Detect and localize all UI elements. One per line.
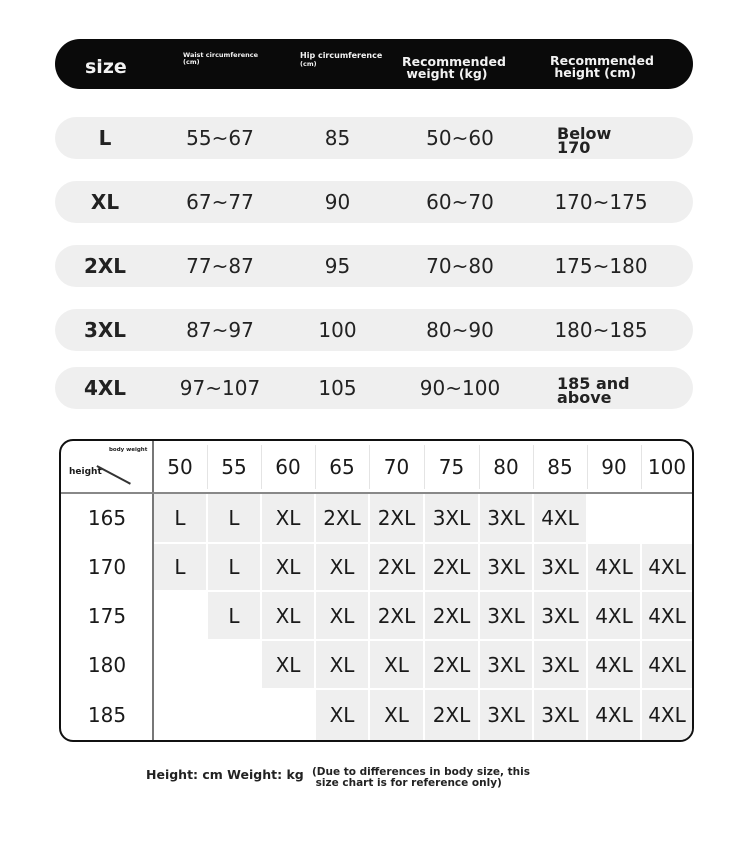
grid-horizontal-divider (61, 492, 692, 494)
header-separator (315, 445, 316, 489)
size-row-waist: 77~87 (186, 254, 254, 278)
size-cell: 3XL (479, 640, 533, 689)
header-height: Recommended height (cm) (550, 53, 654, 80)
cell-separator (206, 493, 208, 741)
header-hip: Hip circumference (cm) (300, 51, 383, 68)
size-cell: XL (369, 689, 424, 741)
size-row-hip: 85 (324, 126, 351, 150)
size-row-size: 4XL (83, 376, 127, 400)
size-row (55, 245, 693, 287)
size-cell: 3XL (533, 543, 587, 591)
size-row (55, 117, 693, 159)
header-separator (641, 445, 642, 489)
size-cell: 3XL (479, 689, 533, 741)
weight-header: 65 (329, 455, 355, 479)
size-cell: 2XL (424, 689, 479, 741)
size-row-height: 180~185 (554, 318, 648, 342)
disclaimer-line-1: (Due to differences in body size, this (312, 766, 530, 778)
height-label: 180 (87, 652, 127, 677)
size-row-height: 185 and above (557, 374, 630, 407)
size-cell: 3XL (533, 591, 587, 640)
header-separator (587, 445, 588, 489)
size-cell: XL (369, 640, 424, 689)
height-weight-grid (59, 439, 694, 742)
size-cell: 2XL (424, 543, 479, 591)
weight-header: 90 (601, 455, 627, 479)
size-cell: 2XL (424, 640, 479, 689)
size-cell: XL (261, 543, 315, 591)
size-row-hip: 100 (318, 318, 357, 342)
size-cell: L (207, 543, 261, 591)
height-label: 185 (87, 703, 127, 727)
size-cell: XL (261, 493, 315, 543)
size-row-waist: 87~97 (186, 318, 254, 342)
header-separator (261, 445, 262, 489)
size-row-hip: 105 (318, 376, 357, 400)
weight-header: 55 (221, 455, 247, 479)
size-cell (587, 493, 641, 543)
size-row-waist: 97~107 (179, 376, 261, 400)
size-cell (207, 640, 261, 689)
size-cell: XL (315, 689, 369, 741)
header-separator (479, 445, 480, 489)
size-cell: L (207, 493, 261, 543)
size-cell (207, 689, 261, 741)
size-cell: XL (261, 591, 315, 640)
size-row (55, 367, 693, 409)
size-row-height: 175~180 (554, 254, 648, 278)
disclaimer-line-2: size chart is for reference only) (315, 776, 502, 789)
size-cell: L (207, 591, 261, 640)
cell-separator (260, 493, 262, 741)
size-cell: XL (261, 640, 315, 689)
grid-vertical-divider (152, 441, 154, 740)
size-row-waist: 55~67 (186, 126, 254, 150)
header-size: size (85, 56, 127, 78)
header-weight: Recommended weight (kg) (402, 54, 506, 81)
weight-header: 50 (167, 455, 193, 479)
weight-header: 85 (547, 455, 573, 479)
size-cell: 4XL (641, 640, 693, 689)
size-cell: 2XL (424, 591, 479, 640)
row-separator (61, 688, 692, 690)
size-cell: 2XL (369, 493, 424, 543)
size-cell: 4XL (641, 689, 693, 741)
size-row-weight: 80~90 (426, 318, 494, 342)
units-note: Height: cm Weight: kg (146, 767, 304, 782)
size-row-size: L (98, 126, 112, 150)
cell-separator (640, 493, 642, 741)
size-row-size: 2XL (83, 254, 127, 278)
height-label: 170 (87, 555, 127, 579)
size-cell: 4XL (587, 640, 641, 689)
size-row-weight: 50~60 (426, 126, 494, 150)
size-cell: L (153, 543, 207, 591)
size-row-size: XL (90, 190, 120, 214)
size-cell (153, 689, 207, 741)
weight-header: 80 (493, 455, 519, 479)
size-cell: 3XL (479, 543, 533, 591)
size-cell: 4XL (587, 689, 641, 741)
size-row (55, 181, 693, 223)
size-cell: 2XL (369, 543, 424, 591)
weight-header: 100 (647, 455, 687, 479)
header-separator (424, 445, 425, 489)
size-row-hip: 95 (324, 254, 351, 278)
size-cell: L (153, 493, 207, 543)
size-cell (641, 493, 693, 543)
size-row-waist: 67~77 (186, 190, 254, 214)
size-row-weight: 90~100 (419, 376, 501, 400)
size-cell: XL (315, 640, 369, 689)
row-separator (61, 639, 692, 641)
size-cell: 2XL (369, 591, 424, 640)
size-cell: XL (315, 543, 369, 591)
header-separator (369, 445, 370, 489)
height-label: 165 (87, 506, 127, 530)
size-cell: 2XL (315, 493, 369, 543)
size-row-height: Below 170 (557, 124, 612, 157)
size-row-weight: 70~80 (426, 254, 494, 278)
size-cell (261, 689, 315, 741)
cell-separator (314, 493, 316, 741)
size-cell: 3XL (479, 493, 533, 543)
size-row-weight: 60~70 (426, 190, 494, 214)
header-waist: Waist circumference (cm) (183, 51, 259, 67)
size-cell: 3XL (479, 591, 533, 640)
size-row-size: 3XL (83, 318, 127, 342)
size-cell: 4XL (641, 591, 693, 640)
size-cell: 3XL (533, 640, 587, 689)
size-cell: XL (315, 591, 369, 640)
cell-separator (532, 493, 534, 741)
size-cell: 4XL (533, 493, 587, 543)
size-row (55, 309, 693, 351)
size-cell (153, 591, 207, 640)
cell-separator (368, 493, 370, 741)
cell-separator (586, 493, 588, 741)
corner-weight-label: body weight (109, 447, 148, 453)
corner-height-label: height (69, 467, 102, 477)
size-cell: 4XL (641, 543, 693, 591)
size-cell: 3XL (424, 493, 479, 543)
row-separator (61, 590, 692, 592)
height-label: 175 (87, 603, 127, 628)
size-cell: 4XL (587, 591, 641, 640)
header-separator (533, 445, 534, 489)
weight-header: 60 (275, 455, 301, 479)
cell-separator (478, 493, 480, 741)
size-row-hip: 90 (324, 190, 351, 214)
header-separator (207, 445, 208, 489)
cell-separator (423, 493, 425, 741)
size-cell (153, 640, 207, 689)
weight-header: 70 (383, 455, 410, 479)
size-table-header (55, 39, 693, 89)
weight-header: 75 (438, 455, 465, 479)
size-cell: 4XL (587, 543, 641, 591)
size-cell: 3XL (533, 689, 587, 741)
row-separator (61, 542, 692, 544)
disclaimer-note (312, 767, 530, 788)
size-row-height: 170~175 (554, 190, 648, 214)
